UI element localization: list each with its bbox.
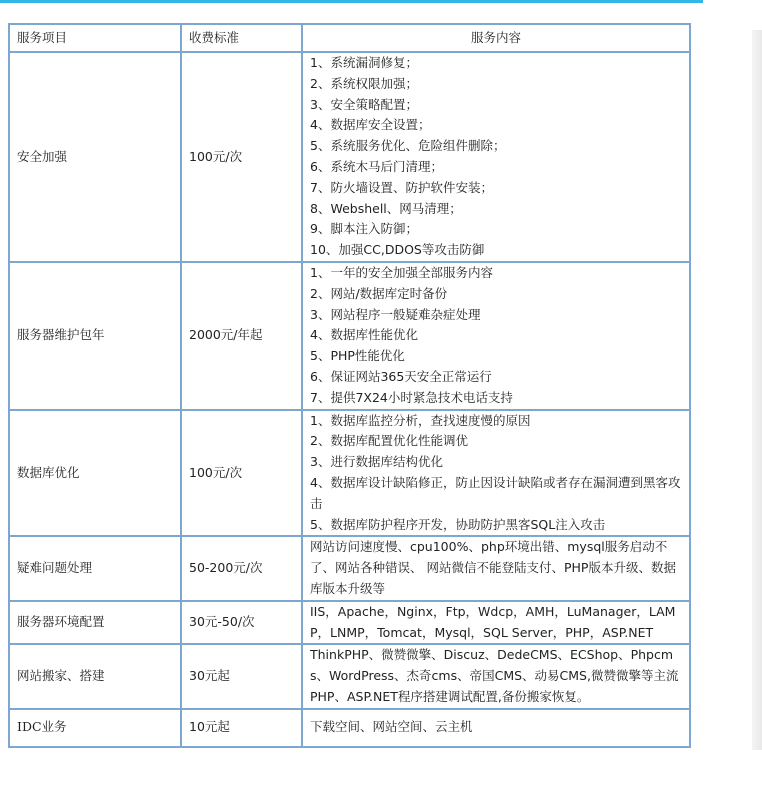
content-line: 5、系统服务优化、危险组件删除； [310,138,506,154]
content-line: 5、PHP性能优化 [310,348,405,364]
service-price: 100元/次 [181,410,302,537]
content-line: 8、Webshell、网马清理； [310,200,462,216]
service-name: 服务器维护包年 [9,262,181,410]
table-row [9,644,690,708]
top-accent-rule [0,0,703,3]
content-line: 2、网站/数据库定时备份 [310,285,448,301]
content-line: 1、一年的安全加强全部服务内容 [310,264,493,280]
service-name: 安全加强 [9,52,181,262]
service-name: 疑难问题处理 [9,536,181,600]
service-price: 30元起 [181,644,302,708]
content-line: 3、安全策略配置； [310,96,418,112]
content-line: 5、数据库防护程序开发，协助防护黑客SQL注入攻击 [310,516,606,532]
service-content [302,601,690,645]
service-name: 数据库优化 [9,410,181,537]
service-price: 50-200元/次 [181,536,302,600]
side-shadow [752,30,762,750]
service-name: 服务器环境配置 [9,601,181,645]
service-name: 网站搬家、搭建 [9,644,181,708]
service-price: 30元-50/次 [181,601,302,645]
service-content [302,709,690,747]
content-text: IIS，Apache，Nginx，Ftp，Wdcp，AMH，LuManager，LAMP，LNMP，Tomcat，Mysql，SQL Server，PHP，ASP.NET [310,603,676,640]
service-content [302,410,690,537]
table-row [9,410,690,537]
content-line: 4、数据库设计缺陷修正，防止因设计缺陷或者存在漏洞遭到黑客攻击 [310,474,681,511]
content-line: 3、网站程序一般疑难杂症处理 [310,306,481,322]
content-line: 4、数据库性能优化 [310,327,418,343]
service-price-table [8,23,691,748]
header-service-item: 服务项目 [9,24,181,52]
content-line: 6、系统木马后门清理； [310,158,443,174]
service-content [302,52,690,262]
content-line: 3、进行数据库结构优化 [310,454,443,470]
content-line: 7、防火墙设置、防护软件安装； [310,179,493,195]
content-line: 1、系统漏洞修复； [310,55,418,70]
table-row [9,601,690,645]
service-price: 2000元/年起 [181,262,302,410]
content-line: 7、提供7X24小时紧急技术电话支持 [310,389,513,405]
content-line: 1、数据库监控分析，查找速度慢的原因 [310,412,531,428]
content-text: 网站访问速度慢、cpu100%、php环境出错、mysql服务启动不了、网站各种错误、 网站微信不能登陆支付、PHP版本升级、数据库版本升级等 [310,539,676,596]
content-line: 6、保证网站365天安全正常运行 [310,368,492,384]
service-content [302,536,690,600]
content-line: 2、数据库配置优化性能调优 [310,433,468,449]
content-line: 4、数据库安全设置； [310,117,431,133]
table-row [9,709,690,747]
service-price: 100元/次 [181,52,302,262]
service-content [302,262,690,410]
service-price: 10元起 [181,709,302,747]
content-line: 10、加强CC,DDOS等攻击防御 [310,242,485,258]
content-line: 2、系统权限加强； [310,75,418,91]
table-row [9,262,690,410]
table-row [9,536,690,600]
header-price: 收费标准 [181,24,302,52]
service-name: IDC业务 [9,709,181,747]
table-row [9,52,690,262]
table-header-row [9,24,690,52]
header-service-content: 服务内容 [302,24,690,52]
service-content [302,644,690,708]
content-text: 下载空间、网站空间、云主机 [310,719,473,735]
content-line: 9、脚本注入防御； [310,221,418,237]
content-text: ThinkPHP、微赞微擎、Discuz、DedeCMS、ECShop、Phpcms、WordPress、杰奇cms、帝国CMS、动易CMS,微赞微擎等主流PHP、ASP.NET程序搭建调试配置,备份搬家恢复。 [310,647,679,704]
